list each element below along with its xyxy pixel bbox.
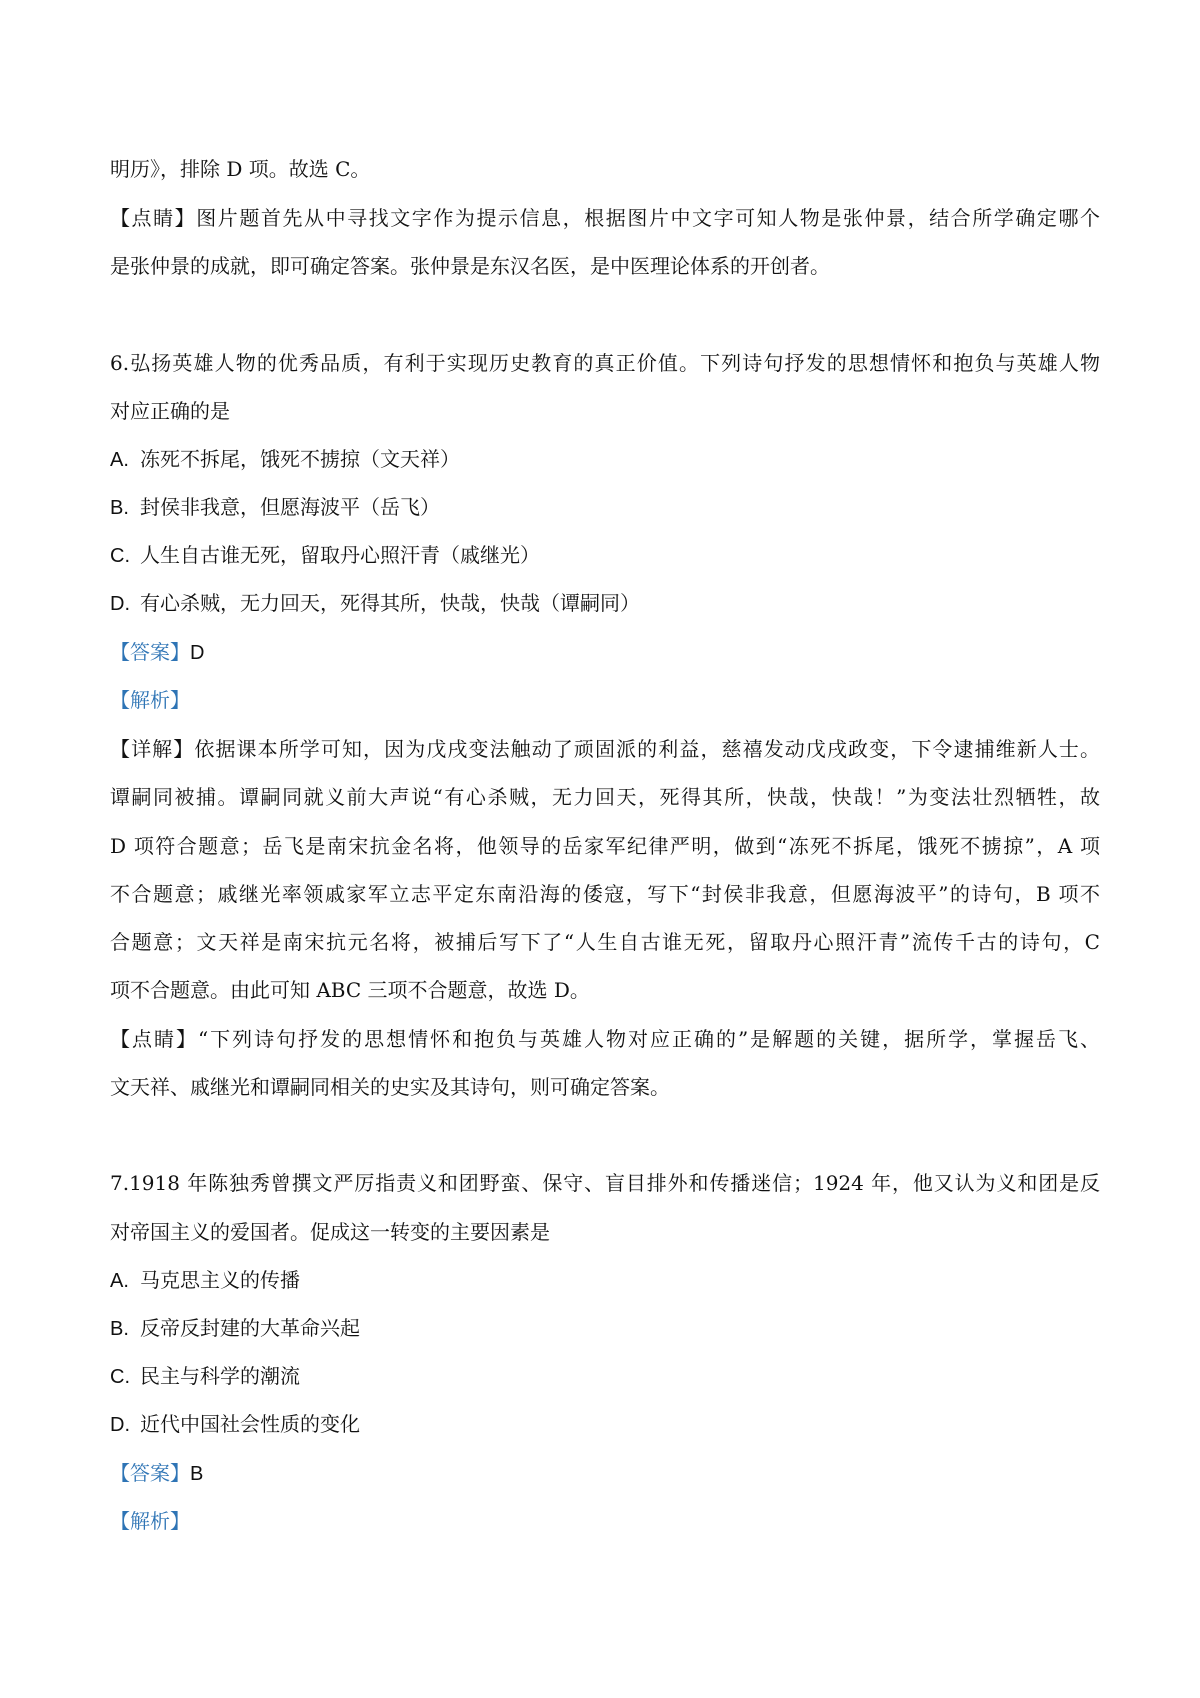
q6-jiexi-label: 【解析】 xyxy=(110,688,190,712)
q6-dianjing-line-2: 文天祥、戚继光和谭嗣同相关的史实及其诗句，则可确定答案。 xyxy=(110,1075,670,1099)
q7-option-c: C. 民主与科学的潮流 xyxy=(110,1364,300,1388)
answer-label: 【答案】 xyxy=(110,1461,190,1485)
q7-option-a: A. 马克思主义的传播 xyxy=(110,1268,300,1292)
q6-xiangjie-line-5: 合题意；文天祥是南宋抗元名将，被捕后写下了“人生自古谁无死，留取丹心照汗青”流传千古的诗句，C xyxy=(110,930,1100,954)
q6-option-b: B. 封侯非我意，但愿海波平（岳飞） xyxy=(110,495,440,519)
answer-label: 【答案】 xyxy=(110,640,190,664)
q6-stem-line-2: 对应正确的是 xyxy=(110,399,230,423)
q7-option-d: D. 近代中国社会性质的变化 xyxy=(110,1412,360,1436)
answer-value: B xyxy=(190,1463,204,1485)
q6-xiangjie-line-3: D 项符合题意；岳飞是南宋抗金名将，他领导的岳家军纪律严明，做到“冻死不拆尾，饿死不掳掠”，A 项 xyxy=(110,834,1100,858)
q6-xiangjie-line-6: 项不合题意。由此可知 ABC 三项不合题意，故选 D。 xyxy=(110,978,590,1002)
xiangjie-tag: 【详解】 xyxy=(110,737,195,761)
q6-xiangjie-line-2: 谭嗣同被捕。谭嗣同就义前大声说“有心杀贼，无力回天，死得其所，快哉，快哉！”为变法壮烈牺牲，故 xyxy=(110,785,1100,809)
q6-option-d: D. 有心杀贼，无力回天，死得其所，快哉，快哉（谭嗣同） xyxy=(110,591,640,615)
answer-value: D xyxy=(190,642,205,664)
dianjing-tag: 【点睛】 xyxy=(110,1027,198,1051)
prev-answer-tail: 明历》，排除 D 项。故选 C。 xyxy=(110,157,371,181)
q7-stem-line-2: 对帝国主义的爱国者。促成这一转变的主要因素是 xyxy=(110,1220,550,1244)
q6-dianjing-line-1: 【点睛】“下列诗句抒发的思想情怀和抱负与英雄人物对应正确的”是解题的关键，据所学，掌握岳飞、 xyxy=(110,1027,1100,1051)
q6-answer xyxy=(110,637,1100,668)
q7-stem-line-1: 7.1918 年陈独秀曾撰文严厉指责义和团野蛮、保守、盲目排外和传播迷信；1924 年，他又认为义和团是反 xyxy=(110,1171,1100,1195)
q7-option-b: B. 反帝反封建的大革命兴起 xyxy=(110,1316,360,1340)
q6-option-c: C. 人生自古谁无死，留取丹心照汗青（戚继光） xyxy=(110,543,540,567)
q6-option-a: A. 冻死不拆尾，饿死不掳掠（文天祥） xyxy=(110,447,460,471)
q6-xiangjie-line-4: 不合题意；戚继光率领戚家军立志平定东南沿海的倭寇，写下“封侯非我意，但愿海波平”的诗句，B 项不 xyxy=(110,882,1100,906)
dianjing-tag: 【点睛】 xyxy=(110,206,197,230)
q7-answer xyxy=(110,1458,1100,1489)
prev-dianjing-line-2: 是张仲景的成就，即可确定答案。张仲景是东汉名医，是中医理论体系的开创者。 xyxy=(110,254,830,278)
q6-stem-line-1: 6.弘扬英雄人物的优秀品质，有利于实现历史教育的真正价值。下列诗句抒发的思想情怀和抱负与英雄人物 xyxy=(110,351,1100,375)
prev-dianjing-line-1: 【点睛】图片题首先从中寻找文字作为提示信息，根据图片中文字可知人物是张仲景，结合所学确定哪个 xyxy=(110,206,1100,230)
q6-xiangjie-line-1: 【详解】依据课本所学可知，因为戊戌变法触动了顽固派的利益，慈禧发动戊戌政变，下令逮捕维新人士。 xyxy=(110,737,1100,761)
q7-jiexi-label: 【解析】 xyxy=(110,1509,190,1533)
